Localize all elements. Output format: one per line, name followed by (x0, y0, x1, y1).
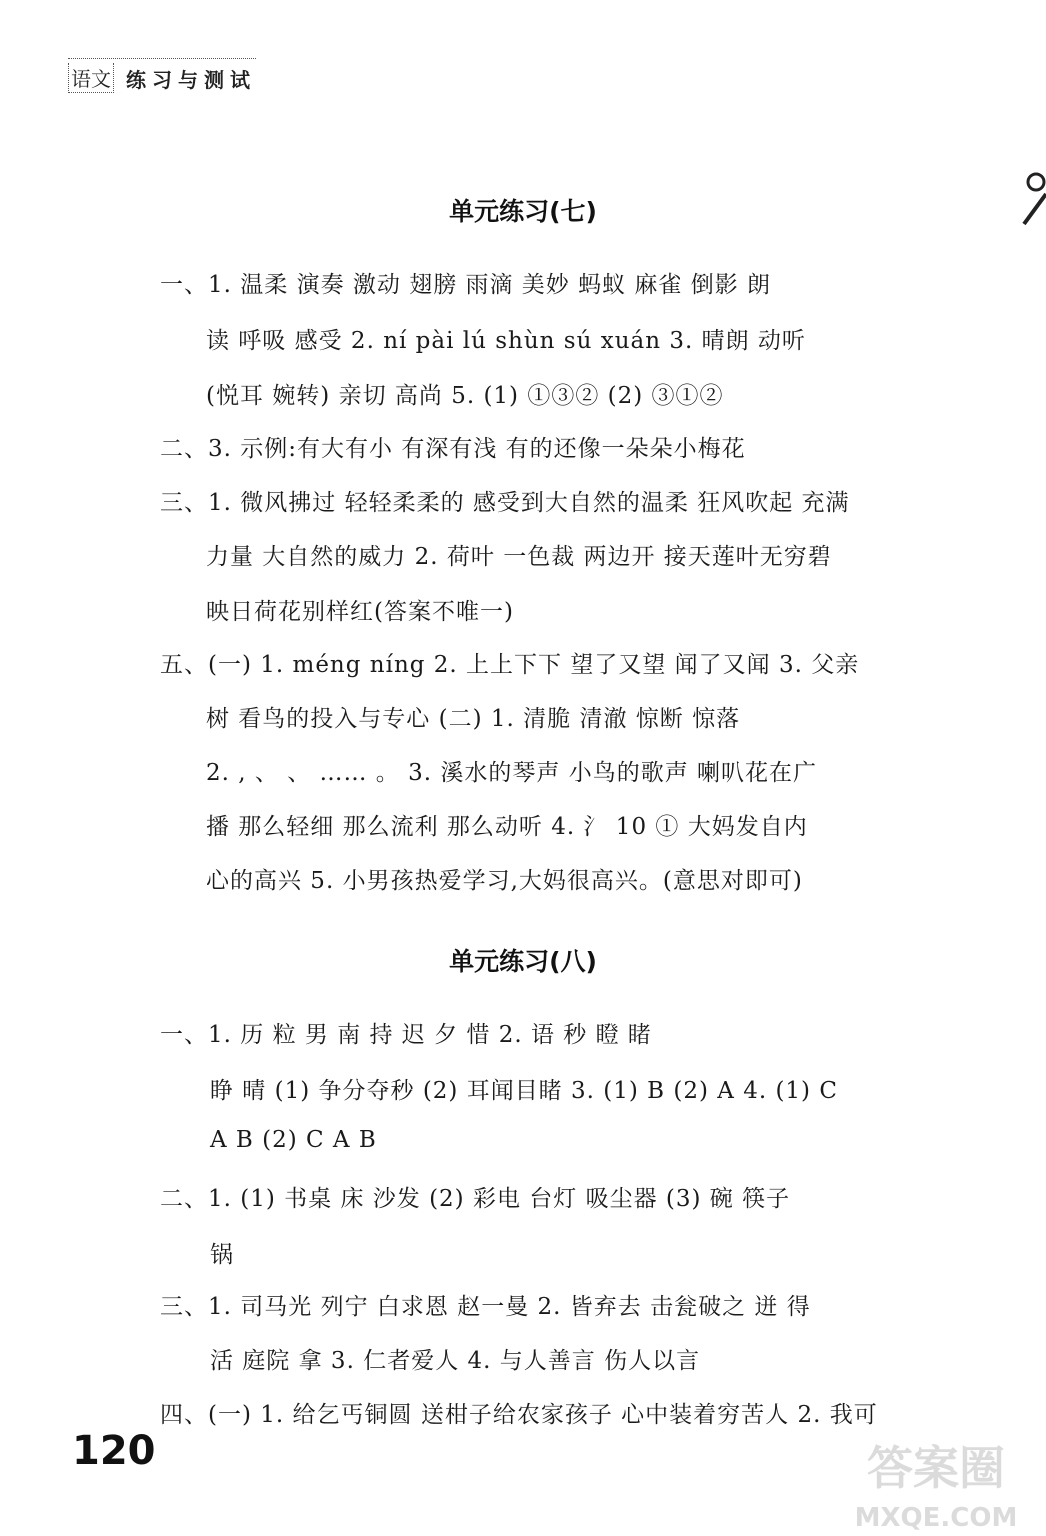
answer-line: (悦耳 婉转) 亲切 高尚 5. (1) ①③② (2) ③①② (206, 383, 724, 409)
answer-line: 睁 晴 (1) 争分夺秒 (2) 耳闻目睹 3. (1) B (2) A 4. (1) C (210, 1078, 838, 1104)
answer-line: 五、(一) 1. méng níng 2. 上上下下 望了又望 闻了又闻 3. 父亲 (160, 652, 860, 678)
book-title: 练习与测试 (126, 68, 256, 92)
answer-line: 活 庭院 拿 3. 仁者爱人 4. 与人善言 伤人以言 (210, 1348, 701, 1374)
answer-line: 读 呼吸 感受 2. ní pài lú shùn sú xuán 3. 晴朗 动听 (206, 328, 806, 354)
answer-line: 三、1. 微风拂过 轻轻柔柔的 感受到大自然的温柔 狂风吹起 充满 (160, 490, 850, 516)
watermark-text: 答案圈 (867, 1441, 1005, 1495)
page-number: 120 (72, 1428, 156, 1474)
subject-label: 语文 (68, 63, 114, 93)
watermark-url: MXQE.COM (854, 1503, 1018, 1533)
answer-line: 心的高兴 5. 小男孩热爱学习,大妈很高兴。(意思对即可) (206, 868, 803, 894)
page-header (68, 58, 256, 93)
section-title-8: 单元练习(八) (449, 947, 597, 976)
answer-line: 三、1. 司马光 列宁 白求恩 赵一曼 2. 皆弃去 击瓮破之 迸 得 (160, 1294, 811, 1320)
answer-line: 力量 大自然的威力 2. 荷叶 一色裁 两边开 接天莲叶无穷碧 (206, 544, 832, 570)
watermark-logo-icon (836, 1426, 1036, 1536)
answer-line: 2. , 、 、 …… 。 3. 溪水的琴声 小鸟的歌声 喇叭花在广 (206, 760, 817, 786)
answer-line: 一、1. 温柔 演奏 激动 翅膀 雨滴 美妙 蚂蚁 麻雀 倒影 朗 (160, 272, 772, 298)
answer-line: 一、1. 历 粒 男 南 持 迟 夕 惜 2. 语 秒 瞪 睹 (160, 1022, 652, 1048)
section-title-7: 单元练习(七) (449, 197, 597, 226)
answer-line: 二、3. 示例:有大有小 有深有浅 有的还像一朵朵小梅花 (160, 436, 746, 462)
answer-line: 树 看鸟的投入与专心 (二) 1. 清脆 清澈 惊断 惊落 (206, 706, 741, 732)
answer-line: 二、1. (1) 书桌 床 沙发 (2) 彩电 台灯 吸尘器 (3) 碗 筷子 (160, 1186, 791, 1212)
answer-line: A B (2) C A B (210, 1127, 377, 1153)
answer-line: 锅 (210, 1242, 234, 1268)
answer-line: 映日荷花别样红(答案不唯一) (206, 599, 514, 625)
answer-line: 播 那么轻细 那么流利 那么动听 4. 氵 10 ① 大妈发自内 (206, 814, 808, 840)
answer-line: 四、(一) 1. 给乞丐铜圆 送柑子给农家孩子 心中装着穷苦人 2. 我可 (160, 1402, 878, 1428)
